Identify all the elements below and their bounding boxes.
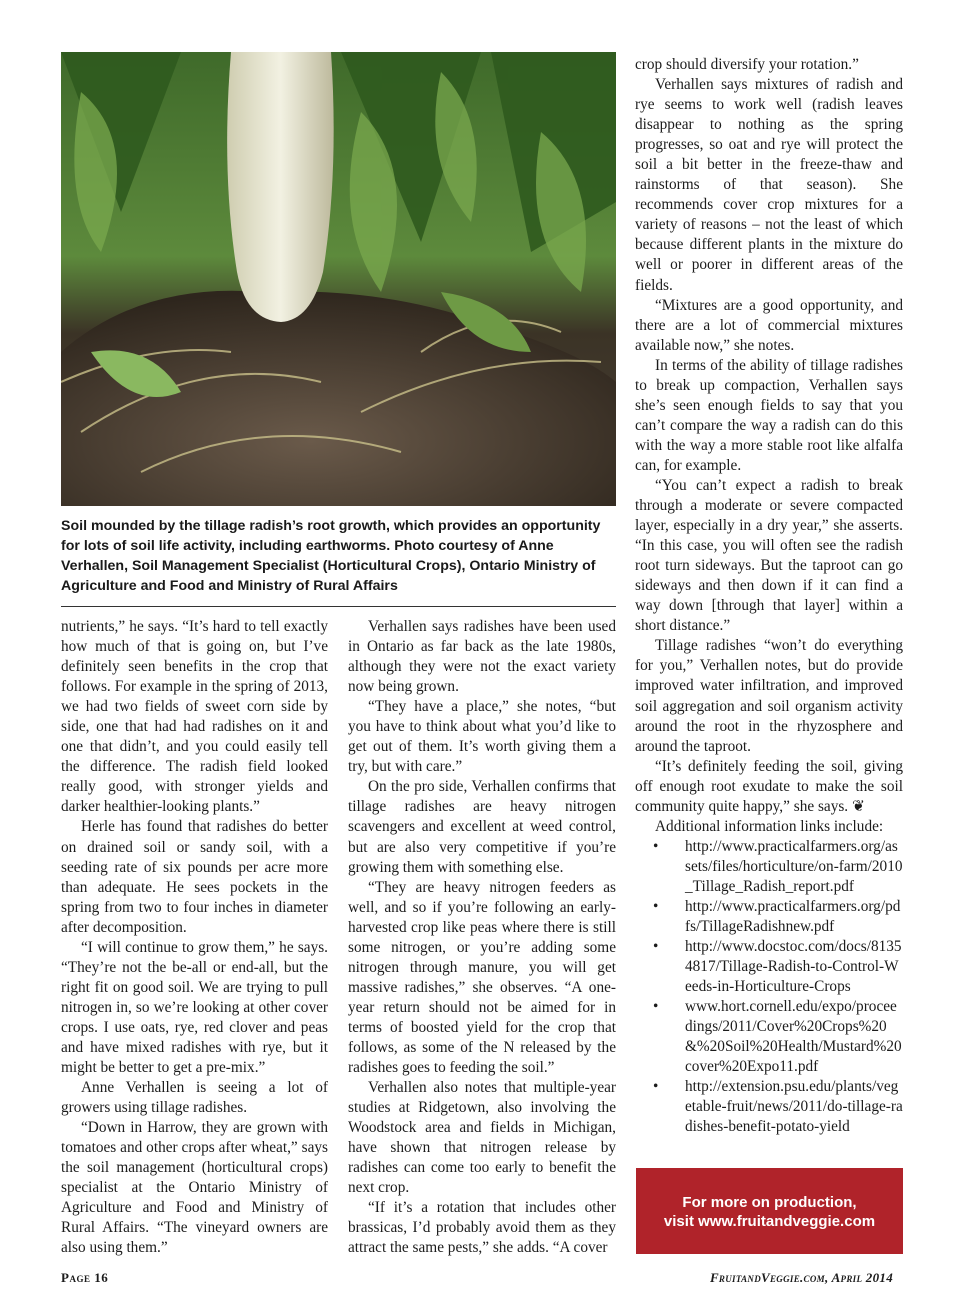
photo-caption: Soil mounded by the tillage radish’s root growth, which provides an opportunity for lots of soil life activity, including earthworms. Photo courtesy of Anne Verhallen, Soil Management Specialist (Horticultural Crops), Ontario Ministry of Agriculture and Food and Ministry of Rural Affairs: [61, 518, 601, 594]
paragraph: “They have a place,” she notes, “but you have to think about what you’d like to get out of them. It’s worth giving them a try, but with care.”: [348, 698, 616, 776]
paragraph: Verhallen says radishes have been used in Ontario as far back as the late 1980s, although they were not the exact variety now being grown.: [348, 618, 616, 696]
paragraph: “Down in Harrow, they are grown with tomatoes and other crops after wheat,” says the soil management (horticultural crops) specialist at the Ontario Ministry of Agriculture and Food and Ministry of Rural Affairs. “The vineyard owners are also using them.”: [61, 1119, 328, 1257]
link-text: http://www.practicalfarmers.org/pdfs/TillageRadishnew.pdf: [685, 897, 901, 936]
caption-divider: [61, 606, 616, 607]
paragraph: “I will continue to grow them,” he says. “They’re not the be-all or end-all, but the right fit on good soil. We are trying to pull nitrogen in, so we’re looking at other cover crops. I use oats, rye, red clover and peas and have mixed radishes with rye, but it might be better to get a pre-mix.”: [61, 938, 328, 1077]
resource-link[interactable]: [635, 937, 903, 997]
bullet-icon: •: [653, 837, 659, 855]
promo-link[interactable]: visit www.fruitandveggie.com: [663, 1213, 876, 1230]
resource-link[interactable]: [635, 1077, 903, 1137]
paragraph: “Mixtures are a good opportunity, and there are a lot of commercial mixtures available now,” she notes.: [635, 296, 903, 354]
resource-link[interactable]: [635, 897, 903, 937]
bullet-icon: •: [653, 938, 659, 956]
article-column-3: [635, 55, 903, 1138]
paragraph: Verhallen also notes that multiple-year studies at Ridgetown, also involving the Woodstock area and fields in Michigan, have shown that nitrogen release by radishes can come too early to benefit the next crop.: [348, 1079, 616, 1197]
paragraph: Tillage radishes “won’t do everything for you,” Verhallen notes, but do provide improved water infiltration, and improved soil aggregation and soil organism activity around the root in the rhyzosphere and around the taproot.: [635, 637, 903, 755]
resource-link[interactable]: [635, 997, 903, 1077]
link-text: http://www.docstoc.com/docs/81354817/Tillage-Radish-to-Control-Weeds-in-Horticulture-Crops: [685, 938, 902, 996]
promo-line-1: For more on production,: [682, 1194, 857, 1211]
paragraph: Herle has found that radishes do better on drained soil or sandy soil, with a seeding rate of six pounds per acre more than adequate. He sees pockets in the spring from two to four inches in diameter after decomposition.: [61, 818, 328, 936]
paragraph: “You can’t expect a radish to break through a moderate or severe compacted layer, especially in a dry year,” she asserts. “In this case, you will often see the radish root turn sideways. But the taproot can go sideways and then down if it can find a way down [through that layer] within a short distance.”: [635, 476, 903, 635]
link-text: http://extension.psu.edu/plants/vegetable-fruit/news/2011/do-tillage-radishes-benefit-potato-yield: [685, 1078, 903, 1136]
bullet-icon: •: [653, 1078, 659, 1096]
article-column-2: [348, 617, 616, 1259]
page-number: Page 16: [61, 1270, 109, 1285]
bullet-icon: •: [653, 998, 659, 1016]
publication-footer: FruitandVeggie.com, April 2014: [709, 1270, 893, 1285]
paragraph: “They are heavy nitrogen feeders as well, and so if you’re following an early-harvested crop like peas where there is still some nitrogen, or you’re adding some nitrogen through manure, you will get massive radishes,” she observes. “A one-year return should not be aimed for in terms of boosted yield for the crop that follows, as some of the N released by the radishes goes to feeding the soil.”: [348, 878, 616, 1077]
radish-photo: [61, 52, 616, 506]
paragraph: crop should diversify your rotation.”: [635, 56, 859, 73]
link-text: http://www.practicalfarmers.org/assets/files/horticulture/on-farm/2010_Tillage_Radish_report.pdf: [685, 837, 903, 895]
article-column-1: [61, 617, 328, 1259]
paragraph: Anne Verhallen is seeing a lot of growers using tillage radishes.: [61, 1079, 328, 1117]
resource-link[interactable]: [635, 837, 903, 897]
radish-photo-illustration: [61, 52, 616, 506]
paragraph: Verhallen says mixtures of radish and rye seems to work well (radish leaves disappear to nothing as the spring progresses, so oat and rye will protect the soil a bit better in the freeze-thaw and rainstorms of that season). She recommends cover crop mixtures for a variety of reasons – not the least of which because different plants in the mixture do well or poorer in different areas of the fields.: [635, 76, 903, 294]
paragraph: “It’s definitely feeding the soil, giving off enough root exudate to make the soil community quite happy,” she says. ❦: [635, 757, 903, 815]
paragraph: “If it’s a rotation that includes other brassicas, I’d probably avoid them as they attract the same pests,” she adds. “A cover: [348, 1199, 616, 1257]
promo-banner[interactable]: [636, 1168, 903, 1254]
paragraph: On the pro side, Verhallen confirms that tillage radishes are heavy nitrogen scavengers and excellent at weed control, but are also very competitive if you’re growing them with something else.: [348, 778, 616, 876]
links-intro: Additional information links include:: [655, 817, 884, 835]
paragraph: In terms of the ability of tillage radishes to break up compaction, Verhallen says she’s seen enough fields to say that you can’t compare the way a radish can do this with the way a more stable root like alfalfa can, for example.: [635, 356, 903, 474]
paragraph: nutrients,” he says. “It’s hard to tell exactly how much of that is going on, but I’ve definitely seen benefits in the crop that follows. For example in the spring of 2013, we had two fields of sweet corn side by side, one that had had radishes on it and one that didn’t, and you could easily tell the difference. The radish field looked really good, with stronger yields and darker healthier-looking plants.”: [61, 618, 328, 816]
bullet-icon: •: [653, 897, 659, 915]
link-text: www.hort.cornell.edu/expo/proceedings/2011/Cover%20Crops%20&%20Soil%20Health/Mustard%20cover%20Expo11.pdf: [685, 998, 902, 1076]
resource-links-list: [635, 837, 903, 1138]
